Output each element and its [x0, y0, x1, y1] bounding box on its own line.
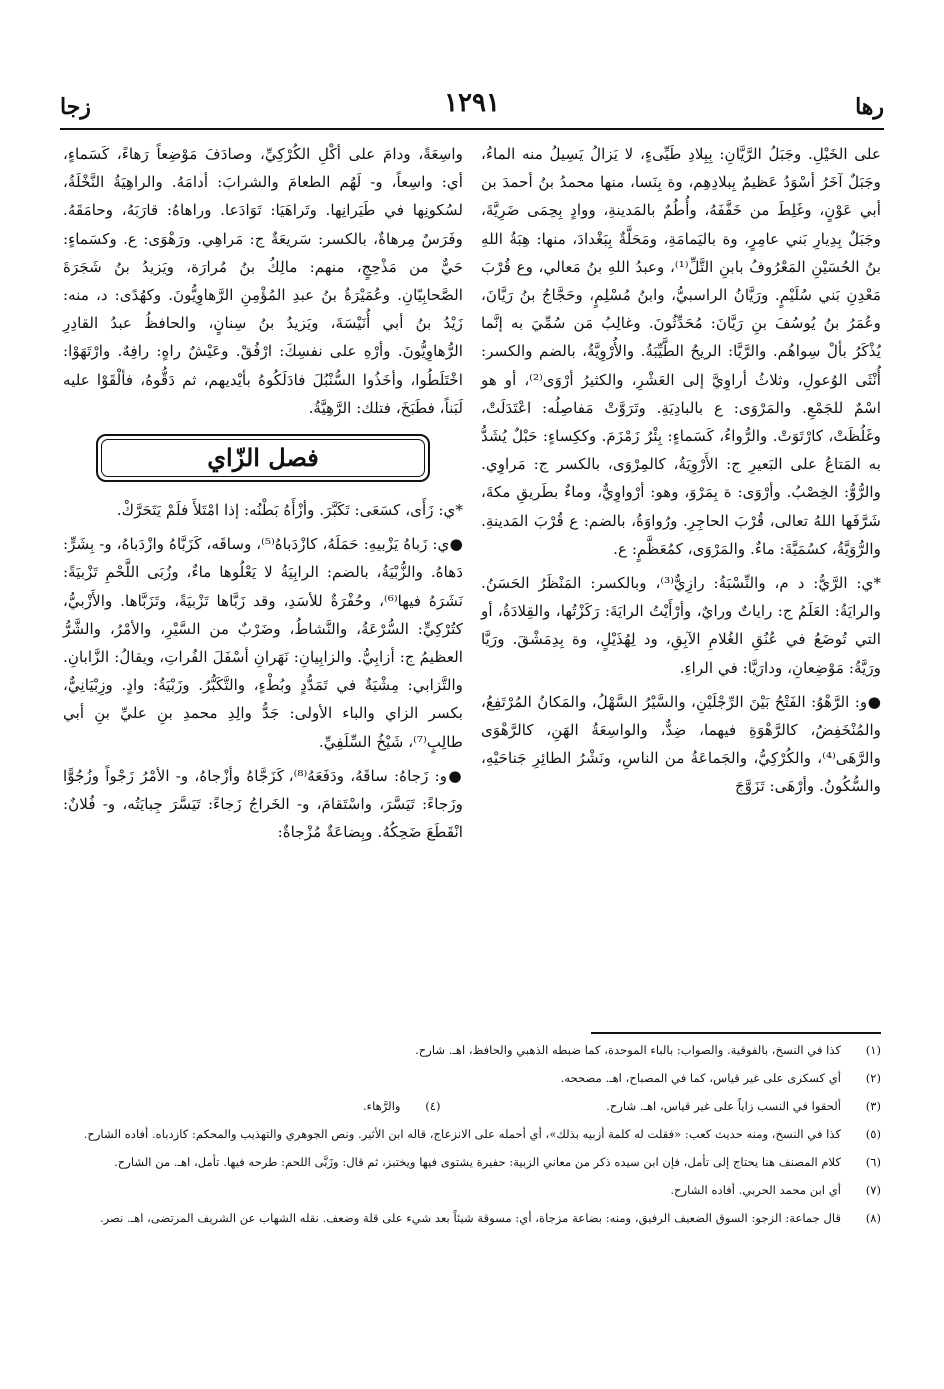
footnote: [363, 1096, 441, 1117]
footnote: [63, 1152, 881, 1173]
header-right-word: رها: [855, 94, 884, 120]
footnote: [63, 1208, 881, 1229]
footnote: [441, 1096, 881, 1117]
footnote-text: كذا في النسخ، بالفوقية. والصواب: بالباء الموحدة، كما ضبطه الذهبي والحافظ، اهـ. شارح.: [415, 1043, 841, 1057]
footnote-number: (٥): [865, 1127, 881, 1141]
right-column: [481, 140, 881, 807]
footnote-number: (٦): [865, 1155, 881, 1169]
footnote: [63, 1124, 881, 1145]
footnote-rule: [591, 1032, 881, 1034]
footnote-number: (٨): [865, 1211, 881, 1225]
footnote-text: أي كسكرى على غير قياس، كما في المصباح، اهـ. مصححه.: [560, 1071, 841, 1085]
footnote-row: [63, 1096, 881, 1117]
footnote-text: ألحقوا في النسب زاياً على غير قياس، اهـ. شارح.: [606, 1099, 841, 1113]
footnote-text: كذا في النسخ، ومنه حديث كعب: «فقلت له كلمة أزبيه بذلك»، أي أحمله على الانزعاج، قاله ابن الأثير. ونص الجوهري والتهذيب والمحكم: كازدباه. أفاده الشارح.: [83, 1127, 841, 1141]
entry-paragraph: ●و: زَجاهُ: ساقَهُ، ودَفَعَهُ⁽⁸⁾، كَزَجَّاهُ وأزْجاهُ، و- الأمْرُ زَجْواً وزُجُوًّا وزَجاءً: تَيَسَّرَ، واسْتَقامَ، و- الخَراجُ زَجاءً: تَيَسَّرَ جِبايَتُه، و- فُلانٌ: انْقَطَعَ ضَحِكُهُ. وبِضاعَةٌ مُزْجاةٌ:: [63, 766, 464, 842]
footnotes: [63, 1040, 881, 1236]
entry-paragraph: ●و: الرَّهْوُ: الفَتْحُ بَيْنَ الرِّجْلَيْنِ، والسَّيْرُ السَّهْلُ، والمَكانُ المُرْتَفِعُ، والمُنْخَفِضُ، كالرَّهْوَةِ فيهما، ضِدٌّ، والواسِعَةُ الهَنِ، كالرَّهْوَى والرَّهَى⁽⁴⁾، والكُرْكِيُّ، والجَماعَةُ من الناسِ، ونَشْرُ الطائِرِ جَناحَيْهِ، والسُّكُونُ. وأرْهَى: تَزَوَّجَ: [481, 692, 881, 796]
footnote-number: (٣): [865, 1099, 881, 1113]
entry-paragraph: ●ي: زَباهُ يَزْبيهِ: حَمَلَهُ، كازْدَباهُ⁽⁵⁾، وساقَه، كَزَبَّاهُ وازْدَباهُ، و- بِشَرٍّ: دَهاهُ. والزُّبْيَةُ، بالضم: الرابِيَةُ لا يَعْلُوها ماءٌ، وزُبَى اللَّحْمِ تَزْبيَةً: نَشَرَهُ فيها⁽⁶⁾، وحُفْرَةٌ للأسَدِ، وقد زَبَّاها تَزْبيَةً، وتَزَبَّاها. والأَزْبيُّ، كتُرْكِيٍّ: السُّرْعَةُ، والنَّشاطُ، وضَرْبٌ من السَّيْرِ، والأمْرُ، والشَّرُّ العظيمُ ج: أزابِيُّ. والزابِيانِ: نَهَرانِ أسْفَلَ الفُراتِ، ويقالُ: الزَّابانِ. والتَّزابي: مِشْيَةٌ في تَمَدُّدٍ وبُطْءٍ، والتَّكَبُّرُ. وزَبْيَةُ: وادٍ. وزِبْيَانِيٌّ، بكسر الزاي والباء الأولى: جَدُّ والِدِ محمدِ بنِ عليِّ بنِ أبي طالِبٍ⁽⁷⁾، شَيْخُ السِّلَفِيِّ.: [63, 535, 463, 751]
footnote-number: (١): [865, 1043, 881, 1057]
header-rule: [60, 128, 884, 130]
footnote-text: كلام المصنف هنا يحتاج إلى تأمل، فإن ابن سيده ذكر من معاني الزبية: حفيرة يشتوى فيها ويختبز، ثم قال: وزَبَّى اللحم: طرحه فيها. تأمل، اهـ. من الشارح.: [114, 1155, 841, 1169]
paragraph: واسِعَةً، ودامَ على أكْلِ الكُرْكِيِّ، وصادَفَ مَوْضِعاً رَهاءً، كَسَماءٍ، أي: واسِعاً، و- لَهُم الطعامَ والشرابَ: أدامَهُ. والراهِيَةُ النَّخْلَةُ، لسُكونِها في طَيَرانِها. وتَراهَيَا: تَوَادَعا. وراهاهُ: قارَبَهُ، وحامَقَهُ. وفَرَسٌ مِرهاةٌ، بالكسر: سَريعَةٌ ج: مَراهِي. ورَهْوَى: ع. وكسَماءٍ: حَيٌّ من مَذْحِجٍ، منهم: مالِكُ بنُ مُرارَة، ويَزيدُ بنُ شَجَرَةَ الصَّحابِيّانِ. وعُمَيْرَةُ بنُ عبدِ المُؤْمِنِ الرَّهاوِيُّونَ. وكهُدًى: د، منه: زَيْدُ بنُ أبي أُنَيْسَةَ، ويَزيدُ بنُ سِنانٍ، والحافظُ عبدُ القادِرِ الرُّهاوِيُّونَ. وأرْهِ على نفسِكَ: ارْفُقْ. وعَيْشٌ راهٍ: رافِهٌ. وارْتَهَوْا: اخْتَلَطُوا، وأخَذُوا السُّنْبُلَ فادَلَكُوهُ بأيْديهم، ثم دَقُّوهُ، فألْقَوْا عليه لَبَناً، فطَبَخَ، فتلك: الرَّهِيَّةُ.: [63, 145, 463, 417]
header-left-word: زجا: [60, 94, 91, 120]
page-header: [60, 86, 884, 126]
section-title: فصل الزّاي: [207, 442, 319, 472]
footnote-number: (٢): [865, 1071, 881, 1085]
entry-paragraph: *ي: زَأَى، كسَعَى: تَكَبَّرَ. وأزْأَهُ بَطْنُه: إذا امْتَلأَ فلَمْ يَتَحَرَّكْ.: [116, 501, 463, 520]
footnote-text: والرَّهاء.: [363, 1099, 401, 1113]
footnote-text: قال جماعة: الزجو: السوق الضعيف الرفيق، ومنه: بضاعة مزجاة، أي: مسوقة شيئاً بعد شيء على قلة وضعف. نقله الشهاب عن الشريف المرتضى، اهـ. نصر.: [99, 1211, 841, 1225]
paragraph: على الخَيْلِ. وجَبَلُ الرَّيَّانِ: بِبِلادِ طَيِّىءٍ، لا يَزالُ يَسِيلُ منه الماءُ، وجَبَلٌ آخَرُ أسْوَدُ عَظيمٌ بِبلادِهِم، وة بِنَسا، منها محمدُ بنُ أحمدَ بن أبي عَوْنٍ، وغَلِطَ من خَفَّفَهُ، وأُطُمٌ بالمَدينةِ، ووادٍ بِحِمَى ضَرِيَّةَ، وجَبَلٌ بِدِيارِ بَني عامِرٍ، وة باليَمامَةِ، ومَحَلَّةٌ بِبَغْدادَ، منها: هِبَةُ اللهِ بنُ الحُسَيْنِ المَعْرُوفُ بابنِ التَّلِّ⁽¹⁾، وعبدُ اللهِ بنُ مَعالي، وع قُرْبَ مَعْدِنِ بَني سُلَيْمٍ. ورَيَّانُ الراسبيُّ، وابنُ مُسْلِمٍ، وحَجَّاجُ بنُ رَيَّانَ، وعُمَرُ بنُ يُوسُفَ بنِ رَيَّانَ: مُحَدِّثُونَ. وغالِبُ مَن سُمِّيَ به إنَّما يُذْكَرُ بألْ سِواهُم. والرَّيَّا: الريحُ الطَّيِّبَةُ. والأُرْوِيَّةُ، بالضم والكسر: أُنْثَى الوُعولِ، وثلاثُ أراوِيَّ إلى العَشْرِ، والكثيرُ أرْوَى⁽²⁾، أو هو اسْمٌ للجَمْعِ. والمَرْوَى: ع بالبادِيَةِ. وتَرَوَّتْ مَفاصِلُه: اعْتَدَلَتْ، وغَلُظَتْ، كارْتَوَتْ. والرُّواءُ، كَسَماءٍ: بِئْرُ زَمْزَمَ. وككِساءٍ: حَبْلٌ يُشَدُّ به المَتاعُ على البَعيرِ ج: الأَرْوِيَةُ، كالمِرْوَى، بالكسر ج: مَراوِي. والرُّوُّ: الخِصْبُ. وأرْوَى: ة بِمَرْوَ، وهو: أرْواوِيٌّ، وماءٌ بطَريقِ مكةَ، شَرَّفَها اللهُ تعالى، قُرْبَ الحاجِرِ. ورُواوَةُ، بالضم: ع قُرْبَ المَدينةِ. والرُّوَيَّةُ، كسُمَيَّةَ: ماءٌ. والمَرْوَى، كمُعَظَّمٍ: ع.: [481, 145, 881, 558]
footnote-text: أي ابن محمد الحربي. أفاده الشارح.: [670, 1183, 841, 1197]
section-heading-box: [96, 434, 430, 482]
footnote: [63, 1068, 881, 1089]
entry-paragraph: *ي: الرَّيُّ: د م، والنِّسْبَةُ: رازِيٌّ⁽³⁾، وبالكسر: المَنْظَرُ الحَسَنُ. والرايَةُ: العَلَمُ ج: راياتٌ ورايٌ، وأرْأَيْتُ الرايَةَ: رَكَزْتُها، والقِلادَةُ، أو التي تُوضَعُ في عُنُقِ الغُلامِ الآبِقِ، ود لِهُذَيْلٍ، وة بِدِمَشْقَ. ورَيَّا ورَيَّةُ: مَوْضِعانِ، ودارَيَّا: في الراءِ.: [481, 574, 881, 677]
footnote: [63, 1040, 881, 1061]
footnote-number: (٤): [425, 1099, 441, 1113]
footnote-number: (٧): [865, 1183, 881, 1197]
left-column: [63, 140, 463, 852]
page-number: ١٢٩١: [444, 88, 500, 118]
footnote: [63, 1180, 881, 1201]
